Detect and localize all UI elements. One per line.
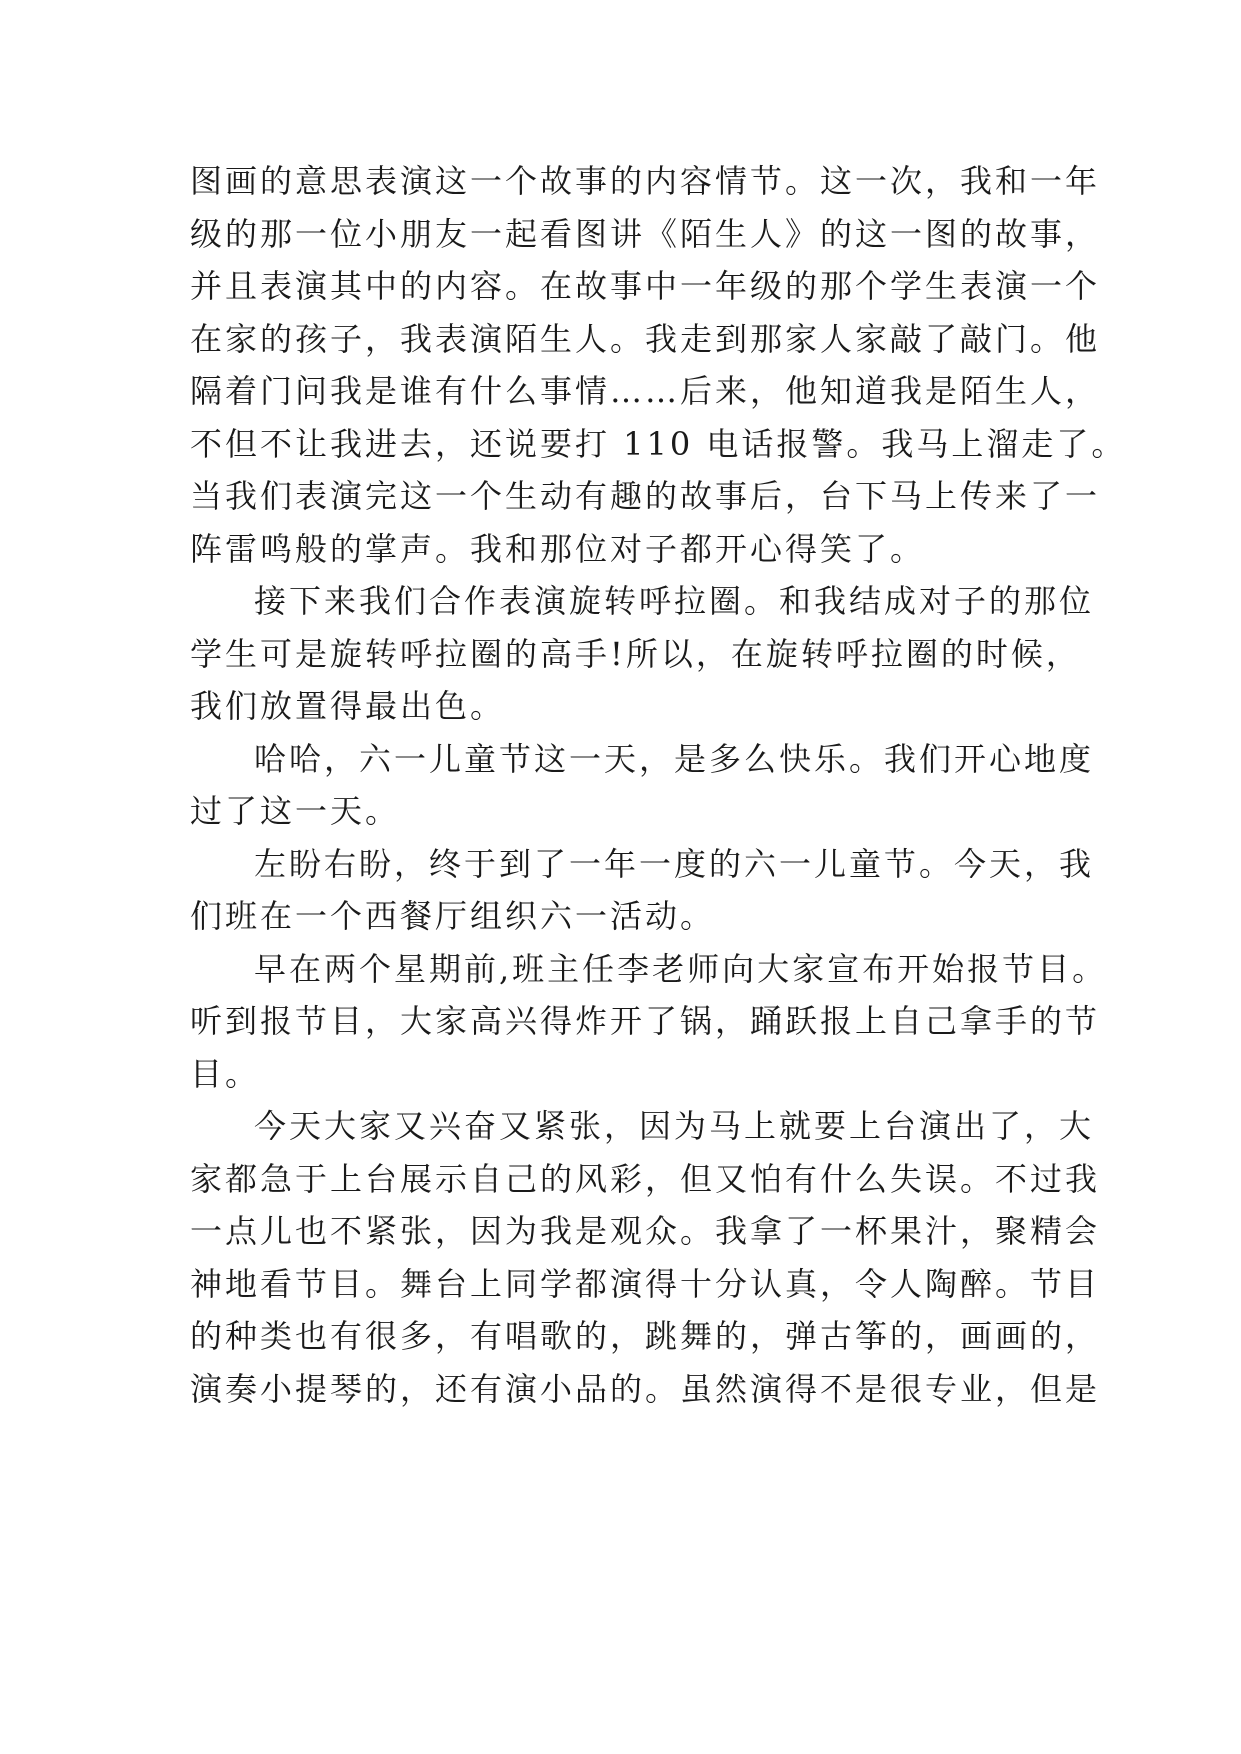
text-line: 目。 (190, 1054, 261, 1093)
text-line: 听到报节目，大家高兴得炸开了锅，踊跃报上自己拿手的节 (190, 1002, 1101, 1040)
text-line: 学生可是旋转呼拉圈的高手!所以，在旋转呼拉圈的时候， (190, 634, 1081, 673)
text-line: 神地看节目。舞台上同学都演得十分认真，令人陶醉。节目 (190, 1264, 1101, 1303)
text-line: 并且表演其中的内容。在故事中一年级的那个学生表演一个 (190, 267, 1101, 305)
text-line: 阵雷鸣般的掌声。我和那位对子都开心得笑了。 (190, 529, 926, 568)
text-line: 级的那一位小朋友一起看图讲《陌生人》的这一图的故事， (190, 214, 1101, 253)
text-line: 家都急于上台展示自己的风彩，但又怕有什么失误。不过我 (190, 1159, 1101, 1198)
text-line: 哈哈，六一儿童节这一天，是多么快乐。我们开心地度 (254, 739, 1095, 778)
text-line: 图画的意思表演这一个故事的内容情节。这一次，我和一年 (190, 162, 1101, 200)
text-line: 们班在一个西餐厅组织六一活动。 (190, 897, 716, 935)
text-line: 左盼右盼，终于到了一年一度的六一儿童节。今天，我 (254, 844, 1095, 883)
text-line: 在家的孩子，我表演陌生人。我走到那家人家敲了敲门。他 (190, 319, 1101, 358)
text-line: 我们放置得最出色。 (190, 687, 506, 725)
text-line: 不但不让我进去，还说要打 110 电话报警。我马上溜走了。 (190, 424, 1127, 463)
text-line: 的种类也有很多，有唱歌的，跳舞的，弹古筝的，画画的， (190, 1317, 1101, 1355)
document-body (190, 155, 1127, 1415)
text-line: 隔着门问我是谁有什么事情……后来，他知道我是陌生人， (190, 372, 1101, 410)
text-line: 接下来我们合作表演旋转呼拉圈。和我结成对子的那位 (254, 582, 1095, 620)
text-line: 早在两个星期前,班主任李老师向大家宣布开始报节目。 (254, 949, 1108, 988)
text-line: 一点儿也不紧张，因为我是观众。我拿了一杯果汁，聚精会 (190, 1212, 1101, 1250)
text-line: 过了这一天。 (190, 792, 401, 830)
text-line: 当我们表演完这一个生动有趣的故事后，台下马上传来了一 (190, 477, 1101, 515)
text-line: 今天大家又兴奋又紧张，因为马上就要上台演出了，大 (254, 1107, 1095, 1145)
text-line: 演奏小提琴的，还有演小品的。虽然演得不是很专业，但是 (190, 1369, 1101, 1408)
